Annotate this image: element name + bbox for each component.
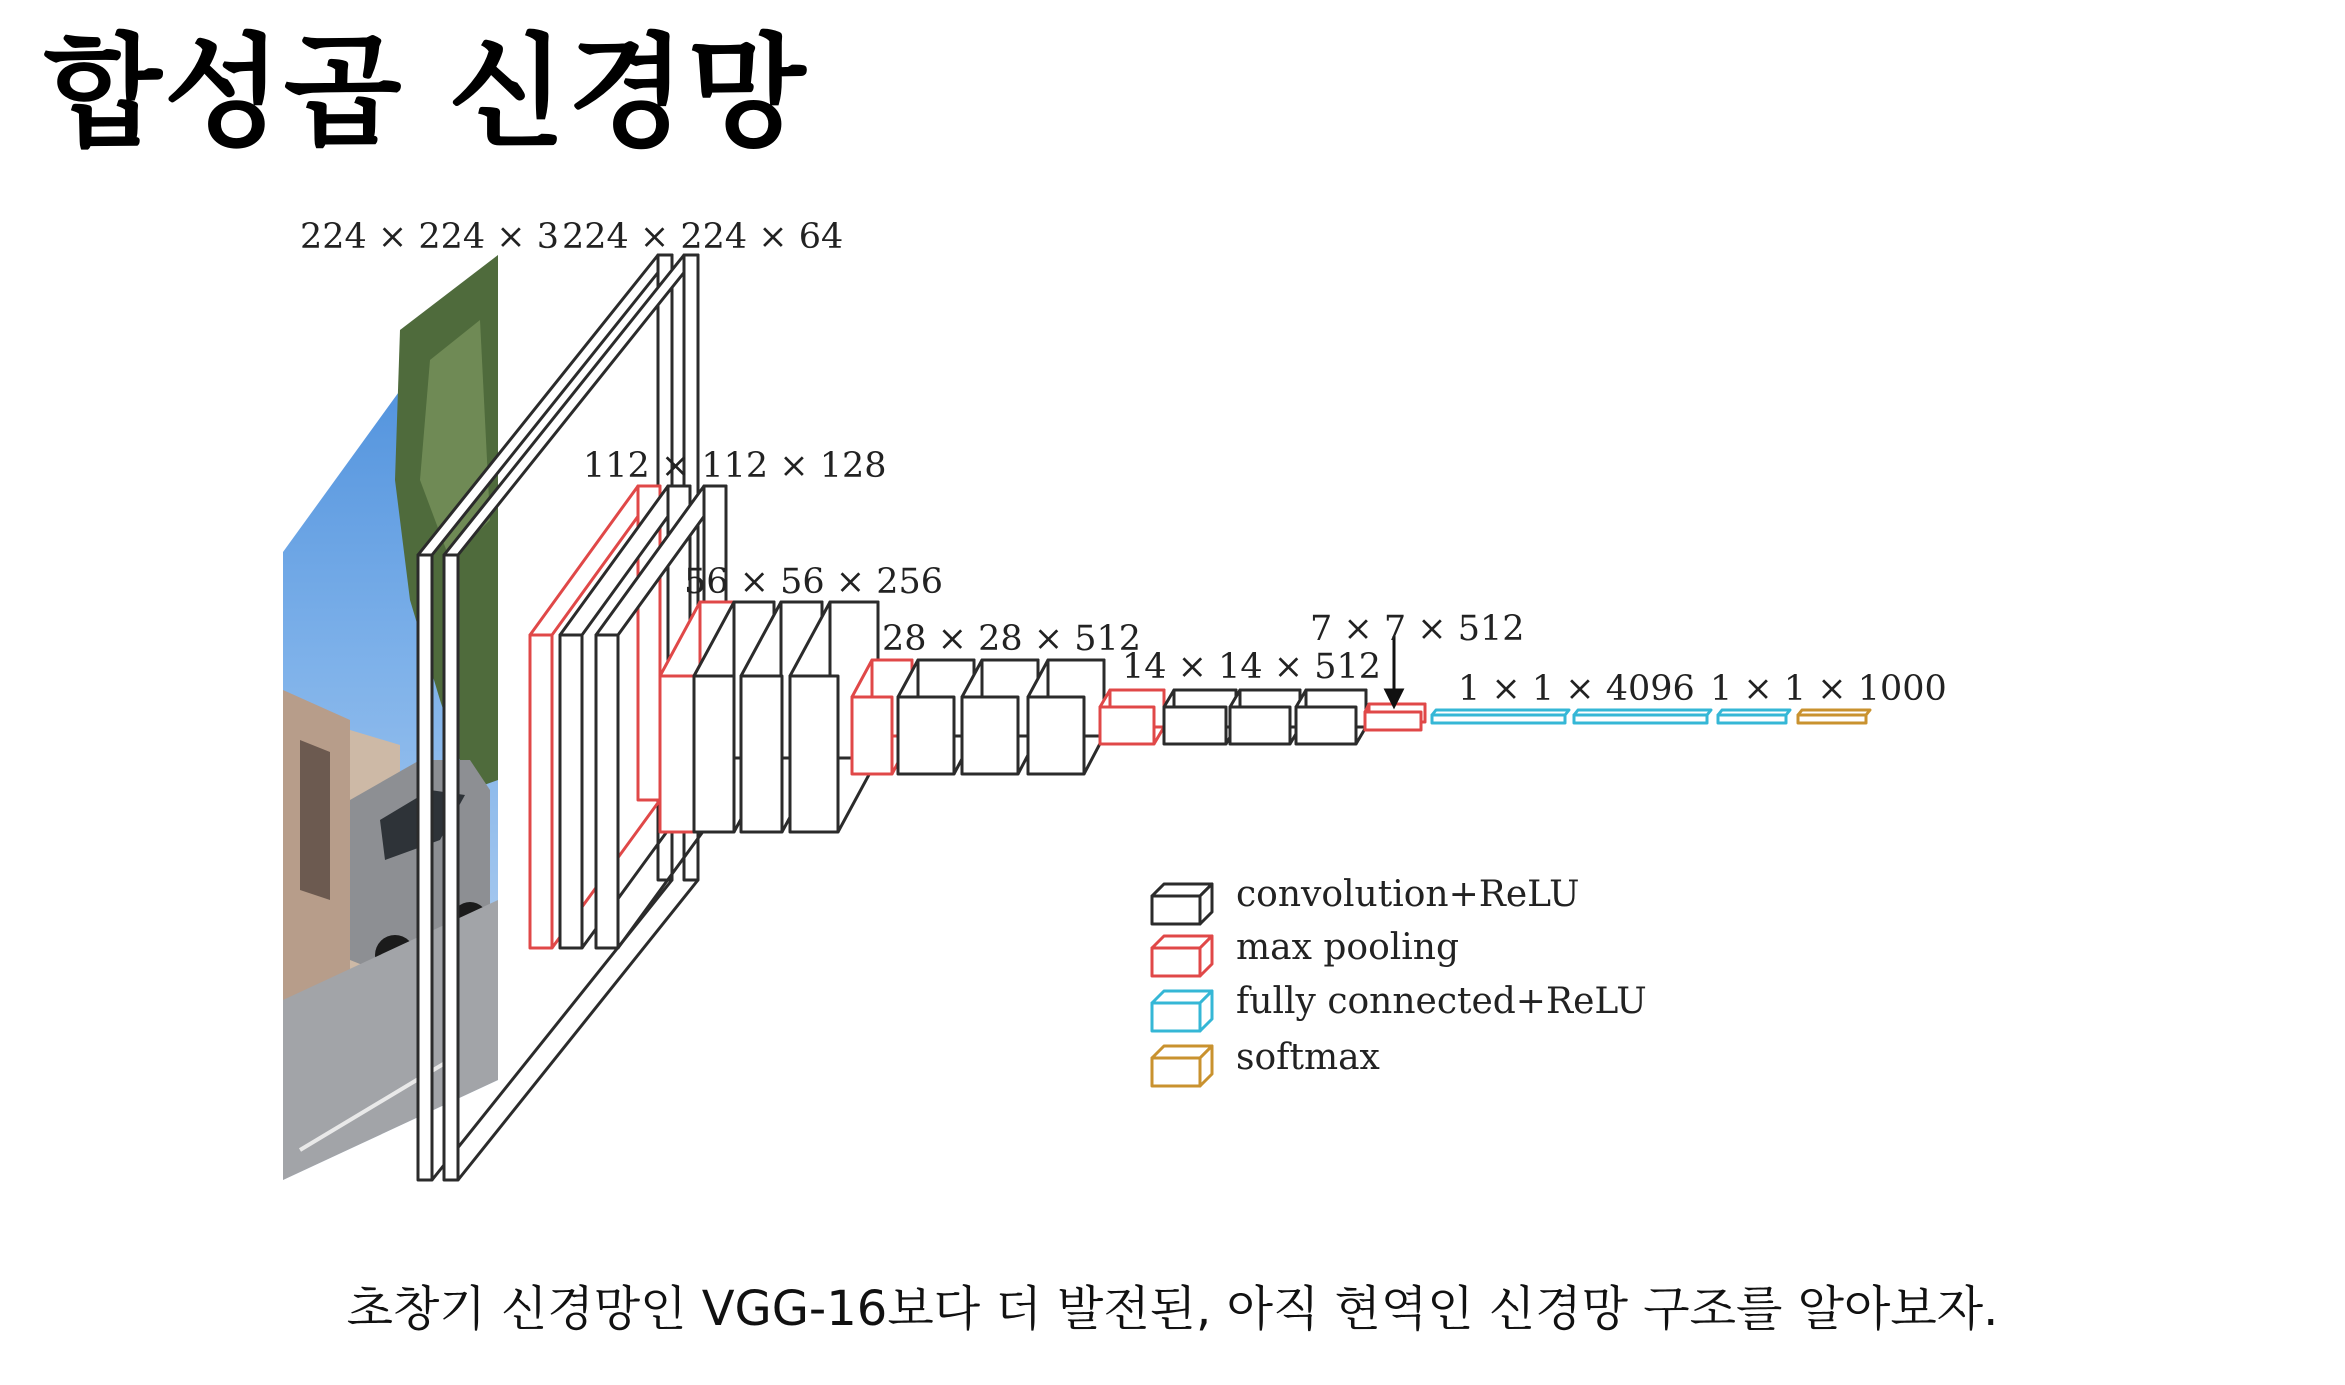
conv2-dim-label: 112 × 112 × 128: [583, 446, 887, 486]
fc-dim-label: 1 × 1 × 4096: [1458, 669, 1695, 709]
conv5-slab-3: [1296, 690, 1366, 744]
legend: [1152, 874, 1647, 1086]
slide-caption: 초창기 신경망인 VGG-16보다 더 발전된, 아직 현역인 신경망 구조를 알아보자.: [346, 1281, 1999, 1337]
conv3-block: [660, 602, 878, 832]
fc6-slab: [1432, 710, 1569, 723]
legend-item-softmax: [1152, 1037, 1380, 1086]
input-image: [283, 255, 498, 1180]
conv4-dim-label: 28 × 28 × 512: [882, 619, 1142, 659]
legend-swatch-convolution: [1152, 884, 1212, 924]
conv4-slab-3: [1028, 660, 1104, 774]
softmax-dim-label: 1 × 1 × 1000: [1710, 669, 1947, 709]
legend-label-fully-connected: fully connected+ReLU: [1236, 981, 1647, 1022]
conv4-block: [852, 660, 1104, 774]
legend-item-fully-connected: [1152, 981, 1647, 1031]
conv5-block: [1100, 690, 1366, 744]
legend-label-max-pooling: max pooling: [1236, 927, 1459, 968]
pool4-slab: [1100, 690, 1164, 744]
input-dim-label: 224 × 224 × 3: [300, 217, 560, 257]
pool5-slab: [1365, 704, 1425, 730]
conv5-slab-2: [1230, 690, 1300, 744]
legend-swatch-max-pooling: [1152, 936, 1212, 976]
pool5-dim-label: 7 × 7 × 512: [1310, 609, 1525, 649]
fc7-slab: [1574, 710, 1711, 723]
fc-layers: [1432, 710, 1790, 723]
legend-swatch-fully-connected: [1152, 991, 1212, 1031]
fc8-slab: [1718, 710, 1790, 723]
legend-label-softmax: softmax: [1236, 1037, 1380, 1078]
legend-label-convolution: convolution+ReLU: [1236, 874, 1580, 915]
page-title: 합성곱 신경망: [44, 22, 808, 164]
softmax-slab: [1798, 710, 1870, 723]
legend-item-convolution: [1152, 874, 1579, 924]
legend-item-max-pooling: [1152, 927, 1459, 976]
legend-swatch-softmax: [1152, 1046, 1212, 1086]
conv3-dim-label: 56 × 56 × 256: [684, 562, 944, 602]
conv5-dim-label: 14 × 14 × 512: [1122, 647, 1382, 687]
conv5-slab-1: [1164, 690, 1236, 744]
conv1-dim-label: 224 × 224 × 64: [562, 217, 844, 257]
